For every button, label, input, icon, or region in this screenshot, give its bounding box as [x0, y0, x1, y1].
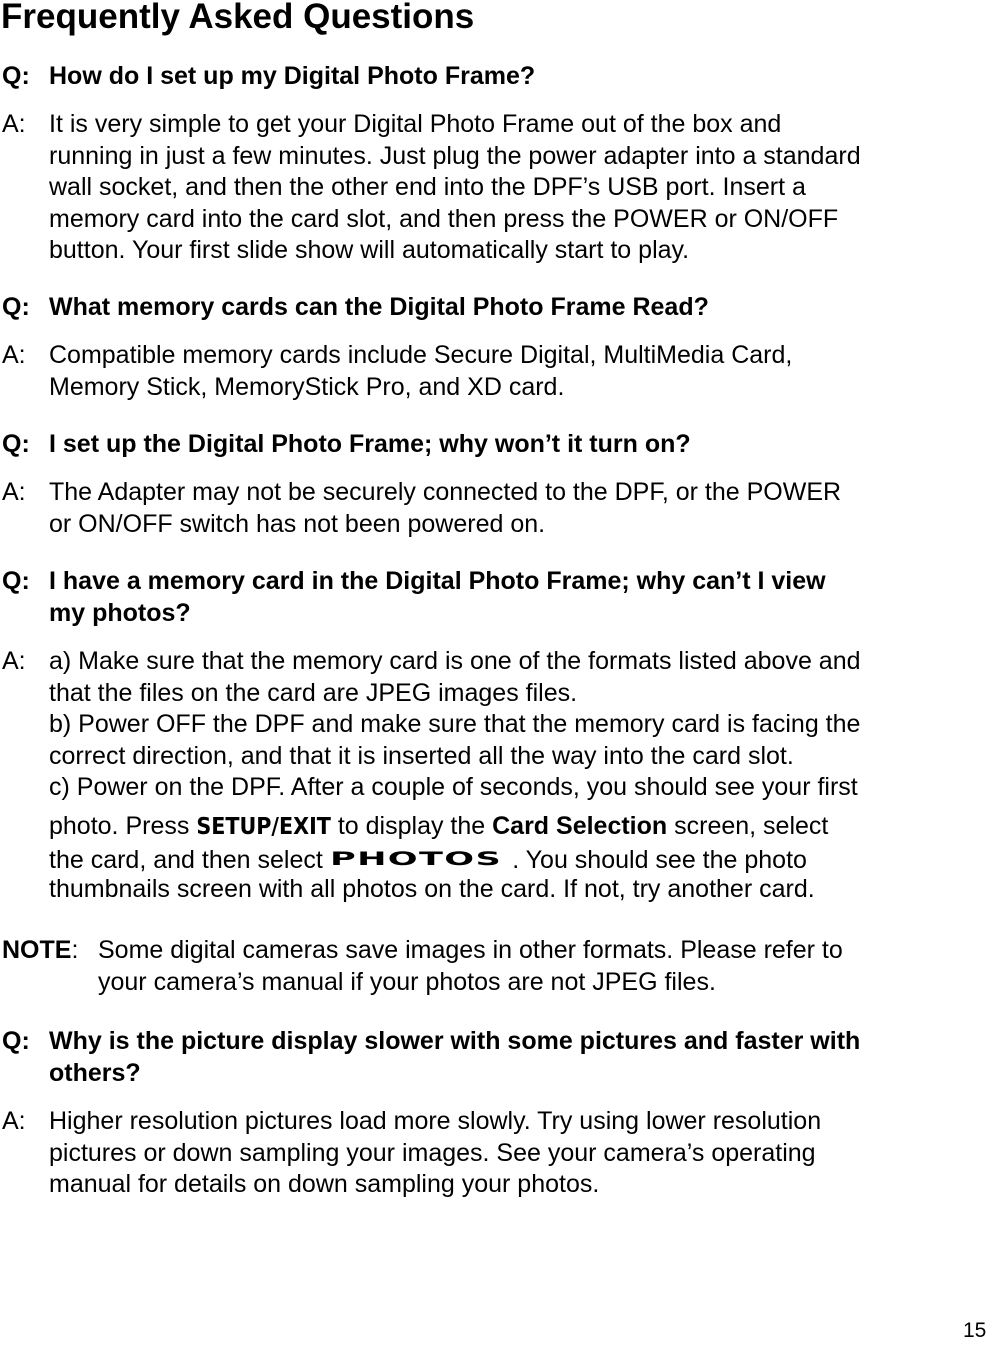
answer-memory-cards: [2, 340, 962, 403]
note: [2, 935, 962, 998]
answer-view-photos: [2, 646, 962, 804]
answer-line: The Adapter may not be securely connected to the DPF, or the POWER: [49, 478, 842, 506]
a-marker: A:: [2, 341, 26, 369]
question-line: my photos?: [49, 598, 191, 627]
answer: [2, 477, 962, 540]
setup-exit-key-label: SETUP/EXIT: [196, 814, 331, 840]
answer-line: that the files on the card are JPEG images files.: [49, 678, 578, 707]
q-marker: Q:: [2, 1027, 30, 1055]
question-line: What memory cards can the Digital Photo Frame Read?: [49, 293, 709, 321]
q-marker: Q:: [2, 293, 30, 321]
answer-line: manual for details on down sampling your photos.: [49, 1170, 600, 1199]
faq-item-view-photos: [2, 566, 962, 629]
answer-line: Higher resolution pictures load more slowly. Try using lower resolution: [49, 1107, 822, 1135]
note-marker: NOTE:: [2, 936, 79, 964]
answer-line: pictures or down sampling your images. See your camera’s operating: [49, 1138, 816, 1167]
answer-view-photos-steps: [2, 811, 962, 844]
note-line: your camera’s manual if your photos are not JPEG files.: [98, 967, 716, 996]
answer-line: thumbnails screen with all photos on the card. If not, try another card.: [49, 875, 815, 903]
note-body: [2, 935, 962, 998]
answer-line: wall socket, and then the other end into the DPF’s USB port. Insert a: [49, 173, 806, 202]
answer-line: correct direction, and that it is inserted all the way into the card slot.: [49, 741, 794, 770]
q-marker: Q:: [2, 430, 30, 458]
answer-line: Compatible memory cards include Secure Digital, MultiMedia Card,: [49, 341, 793, 369]
answer-line: or ON/OFF switch has not been powered on.: [49, 509, 546, 538]
answer-continued: [2, 844, 962, 877]
faq-item-display-speed: [2, 1026, 962, 1089]
q-marker: Q:: [2, 567, 30, 595]
question: [2, 292, 962, 324]
answer-line: It is very simple to get your Digital Photo Frame out of the box and: [49, 110, 782, 138]
answer-display-speed: [2, 1106, 962, 1201]
answer-line: Memory Stick, MemoryStick Pro, and XD card.: [49, 372, 565, 401]
question-line: How do I set up my Digital Photo Frame?: [49, 62, 536, 90]
page-number: 15: [963, 1319, 987, 1342]
answer-view-photos-end: [2, 874, 962, 906]
question: [2, 1026, 962, 1089]
answer: [2, 646, 962, 804]
note-label: NOTE: [2, 936, 72, 964]
faq-item-turn-on: [2, 429, 962, 461]
question: [2, 566, 962, 629]
answer: [2, 109, 962, 267]
answer: [2, 1106, 962, 1201]
answer-line: photo. Press SETUP/EXIT to display the Card Selection screen, select: [49, 812, 829, 840]
note-line: Some digital cameras save images in other formats. Please refer to: [98, 936, 843, 964]
faq-item-setup: [2, 61, 962, 93]
page-title: Frequently Asked Questions: [1, 0, 475, 36]
question-line: others?: [49, 1058, 141, 1087]
answer-line: memory card into the card slot, and then press the POWER or ON/OFF: [49, 204, 839, 233]
answer-continued: [2, 874, 962, 906]
card-selection-label: Card Selection: [492, 812, 668, 840]
answer-line: running in just a few minutes. Just plug the power adapter into a standard: [49, 141, 861, 170]
photos-menu-icon: PHOTOS: [329, 848, 502, 871]
a-marker: A:: [2, 478, 26, 506]
faq-item-memory-cards: [2, 292, 962, 324]
answer-view-photos-select: [2, 844, 962, 877]
q-marker: Q:: [2, 62, 30, 90]
answer-line: the card, and then select PHOTOS . You should see the photo: [49, 846, 807, 874]
a-marker: A:: [2, 110, 26, 138]
answer-line: b) Power OFF the DPF and make sure that the memory card is facing the: [49, 710, 861, 739]
answer: [2, 340, 962, 403]
answer-line: c) Power on the DPF. After a couple of seconds, you should see your first: [49, 773, 858, 802]
question-line: Why is the picture display slower with some pictures and faster with: [49, 1027, 861, 1055]
a-marker: A:: [2, 647, 26, 675]
question-line: I set up the Digital Photo Frame; why won’t it turn on?: [49, 430, 691, 458]
a-marker: A:: [2, 1107, 26, 1135]
answer-turn-on: [2, 477, 962, 540]
answer-continued: [2, 811, 962, 844]
answer-setup: [2, 109, 962, 267]
answer-line: button. Your first slide show will automatically start to play.: [49, 236, 690, 265]
question: [2, 429, 962, 461]
question: [2, 61, 962, 93]
question-line: I have a memory card in the Digital Photo Frame; why can’t I view: [49, 567, 826, 595]
answer-line: a) Make sure that the memory card is one of the formats listed above and: [49, 647, 861, 675]
